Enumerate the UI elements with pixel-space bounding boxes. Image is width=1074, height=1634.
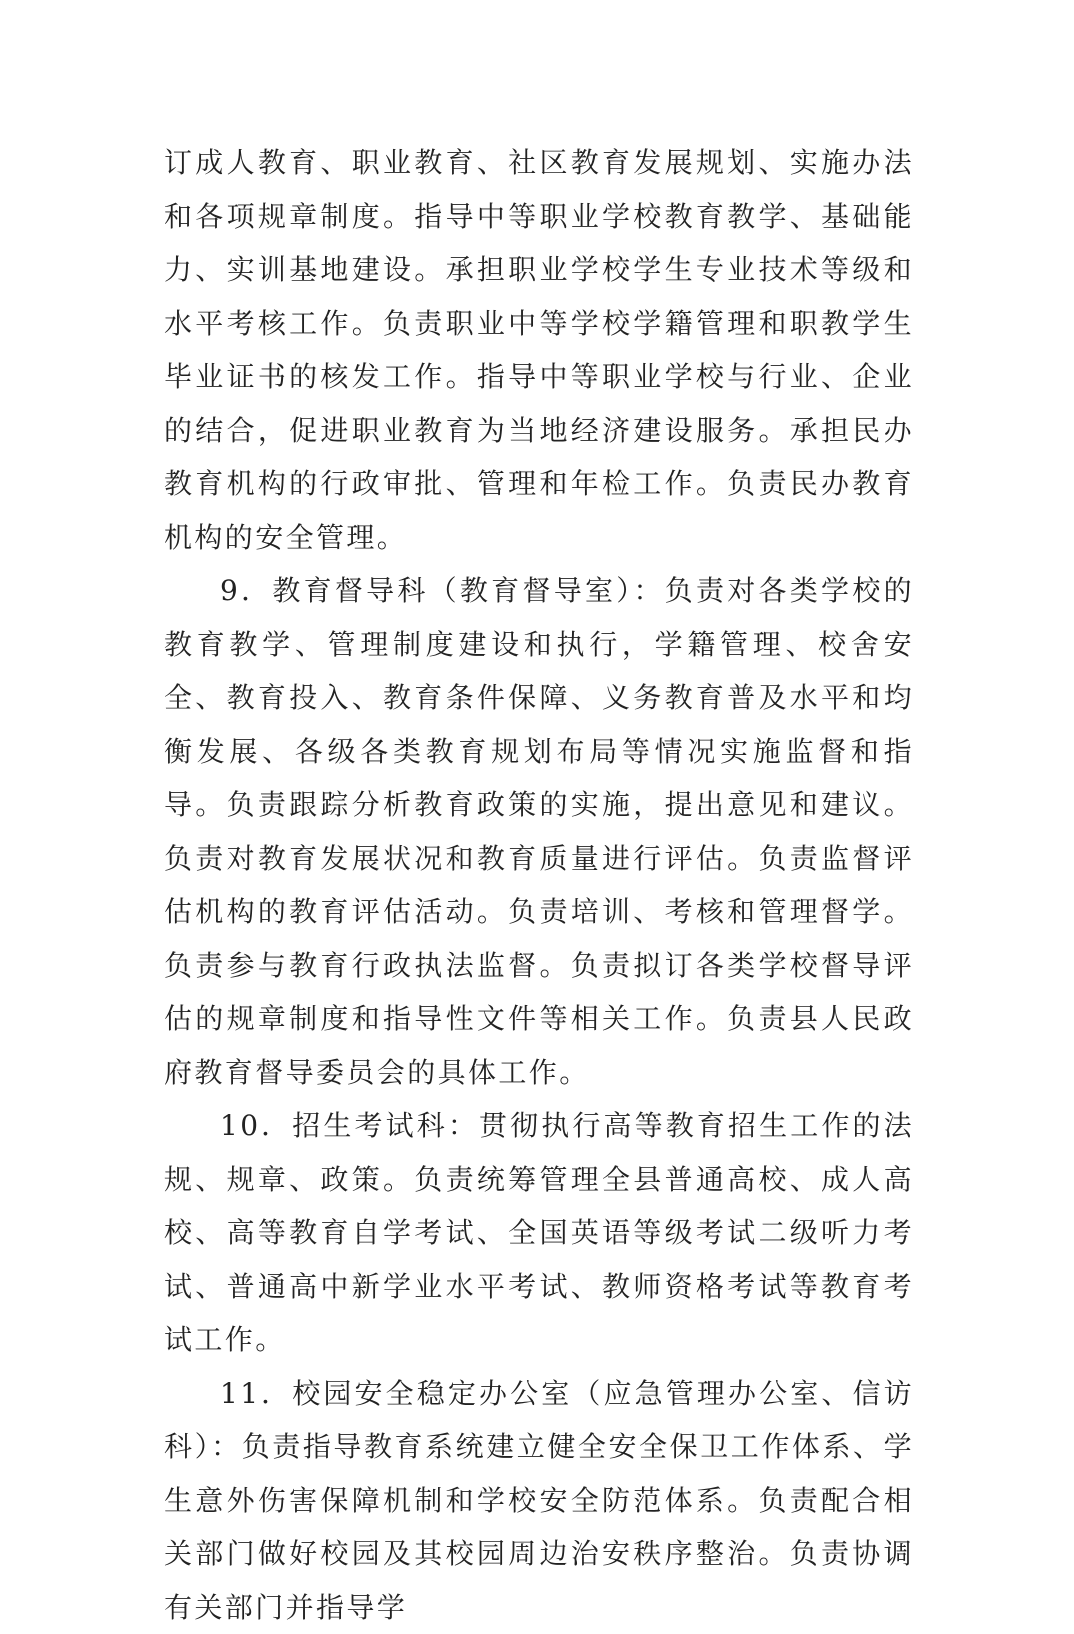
paragraph-item-9: 9．教育督导科（教育督导室）：负责对各类学校的教育教学、管理制度建设和执行，学籍管理、校舍安全、教育投入、教育条件保障、义务教育普及水平和均衡发展、各级各类教育规划布局等情况实施监督和指导。负责跟踪分析教育政策的实施，提出意见和建议。负责对教育发展状况和教育质量进行评估。负责监督评估机构的教育评估活动。负责培训、考核和管理督学。负责参与教育行政执法监督。负责拟订各类学校督导评估的规章制度和指导性文件等相关工作。负责县人民政府教育督导委员会的具体工作。	[164, 564, 914, 1099]
paragraph-item-10: 10．招生考试科：贯彻执行高等教育招生工作的法规、规章、政策。负责统筹管理全县普通高校、成人高校、高等教育自学考试、全国英语等级考试二级听力考试、普通高中新学业水平考试、教师资格考试等教育考试工作。	[164, 1099, 914, 1367]
paragraph-item-11: 11．校园安全稳定办公室（应急管理办公室、信访科）：负责指导教育系统建立健全安全保卫工作体系、学生意外伤害保障机制和学校安全防范体系。负责配合相关部门做好校园及其校园周边治安秩序整治。负责协调有关部门并指导学	[164, 1367, 914, 1634]
body-text	[164, 136, 914, 1634]
paragraph-continuation: 订成人教育、职业教育、社区教育发展规划、实施办法和各项规章制度。指导中等职业学校教育教学、基础能力、实训基地建设。承担职业学校学生专业技术等级和水平考核工作。负责职业中等学校学籍管理和职教学生毕业证书的核发工作。指导中等职业学校与行业、企业的结合，促进职业教育为当地经济建设服务。承担民办教育机构的行政审批、管理和年检工作。负责民办教育机构的安全管理。	[164, 136, 914, 564]
